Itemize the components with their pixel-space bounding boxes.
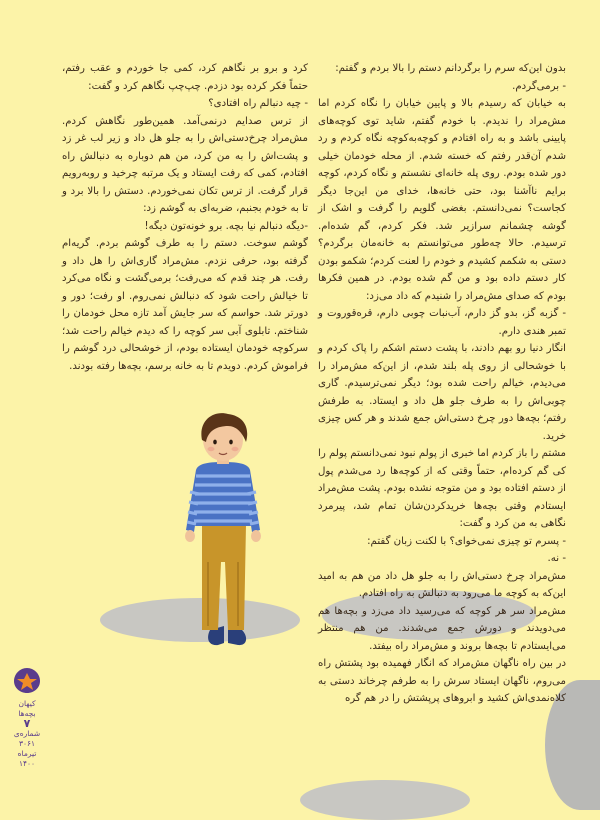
paragraph: بدون این‌که سرم را برگردانم دستم را بالا بردم و گفتم: [335,63,566,74]
issue-number: ۳۰۶۱ [18,739,36,748]
boy-illustration [178,412,268,652]
logo-emblem-icon [10,665,44,695]
paragraph: کرد و برو بر نگاهم کرد، کمی جا خوردم و عقب رفتم، حتماً فکر کرده بود دزدم. چپ‌چپ نگاهم کرد و گفت: [62,63,308,92]
logo-brand-name: بچه‌ها [18,709,36,718]
date-label: تیرماه [17,749,37,758]
paragraph: - پسرم تو چیزی نمی‌خوای؟ با لکنت زبان گفتم: [367,535,566,547]
paragraph: مش‌مراد سر هر کوچه که می‌رسید داد می‌زد و بچه‌ها هم می‌دویدند و دورش جمع می‌شدند. من هم منتظر می‌ایستادم تا بچه‌ها بروند و مش‌مراد راه بیفتد. [318,605,566,652]
paragraph: مش‌مراد چرخ دستی‌اش را به جلو هل داد من هم به امید این‌که به کوچه ما می‌رود به دنبالش به راه افتادم. [318,570,566,599]
issue-label: شماره‌ی [13,729,41,738]
paragraph: انگار دنیا رو بهم دادند، با پشت دستم اشکم را پاک کردم و با خوشحالی از روی پله بلند شدم، از این‌که مش‌مراد را می‌دیدم، خیالم راحت شده بود؛ دیگر نمی‌ترسیدم. گاری چوبی‌اش را به طرف جلو هل داد و ایستاد. به طرفش رفتم؛ بچه‌ها دور چرخ دستی‌اش جمع شدند و هر کس چیزی خرید. [318,343,566,442]
paragraph: گوشم سوخت. دستم را به طرف گوشم بردم. گریه‌ام گرفته بود، حرفی نزدم. مش‌مراد گاری‌اش را هل داد و رفت. هر چند قدم که می‌رفت؛ برمی‌گشت و نگاه می‌کرد تا خیالش راحت شود که دنبالش نمی‌روم. او رفت؛ دور و دورتر شد. حواسم که سر جایش آمد تازه محل خودمان را شناختم. تابلوی آبی سر کوچه را که دیدم خیالم راحت شد؛ سرکوچه خودمان ایستاده بودم، از خوشحالی درد گوشم را فراموش کردم. دویدم تا به خانه برسم، بچه‌ها رفته بودند. [62,238,308,372]
story-column-left [62,60,308,375]
logo-brand-name: کیهان [18,699,36,708]
paragraph: به خیابان که رسیدم بالا و پایین خیابان را نگاه کردم اما مش‌مراد را ندیدم. با خودم گفتم، شاید توی کوچه‌های پایینی باشد و به راه افتادم و کوچه‌به‌کوچه نگاه کردم و رد شدم آن‌قدر رفتم که خسته شدم. از محله خودمان خیلی دور شده بودم. روی پله خانه‌ای نشستم و نگاه کردم، کوچه برایم ناآشنا بود، حتی خانه‌ها، خدای من این‌جا دیگر کجاست؟ نمی‌دانستم. بغضی گلویم را گرفت و اشک از گوشه چشمانم سرازیر شد. فکر کردم، گم شده‌ام. ترسیدم. حالا چه‌طور می‌توانستم به خانه‌مان برگردم؟ دستی به شکمم کشیدم و خودم را لعنت کردم؛ شکمو بودن کار دستم داده بود و من گم شده بودم. در همین فکرها بودم که صدای مش‌مراد را شنیدم که داد می‌زد: [318,98,566,302]
paragraph: - نه. [547,553,566,564]
paragraph: مشتم را باز کردم اما خبری از پولم نبود نمی‌دانستم پولم را کی گم کرده‌ام، حتماً وقتی که از کوچه‌ها رد می‌شدم پول از دستم افتاده بود و من متوجه نشده بودم. پشت مش‌مراد ایستادم وقتی بچه‌ها خریدکردن‌شان تمام شد، پیرمرد نگاهی به من کرد و گفت: [318,448,566,529]
paragraph: - گزبه گز، بدو گز دارم، آب‌نبات چوبی دارم، قره‌قوروت و تمبر هندی دارم. [318,308,566,337]
page-number: ۷ [23,717,31,730]
paragraph: در بین راه ناگهان مش‌مراد که انگار فهمیده بود پشتش راه می‌روم، ناگهان ایستاد سرش را به طرفم چرخاند دستی به کلاه‌نمدی‌اش کشید و ابروهای پرپشتش را در هم گره [318,658,566,704]
story-column-right [318,60,566,708]
magazine-logo-badge [10,665,44,769]
paragraph: -دیگه دنبالم نیا بچه. برو خونه‌تون دیگه! [144,220,308,232]
paragraph: - چیه دنبالم راه افتادی؟ [208,98,308,109]
year: ۱۴۰۰ [18,759,36,768]
floor-shadow [300,780,470,820]
paragraph: - برمی‌گردم. [512,80,566,92]
paragraph: از ترس صدایم درنمی‌آمد. همین‌طور نگاهش کردم. مش‌مراد چرخ‌دستی‌اش را به جلو هل داد و زیر لب غر زد و پشت‌اش را به من کرد، من هم دوباره به دنبالش راه افتادم، کمی که رفت ایستاد و یک مرتبه چرخید و روبه‌رویم قرار گرفت. از ترس تکان نمی‌خوردم. دستش را بالا برد و تا به خودم بجنبم، ضربه‌ای به گوشم زد: [62,115,308,214]
